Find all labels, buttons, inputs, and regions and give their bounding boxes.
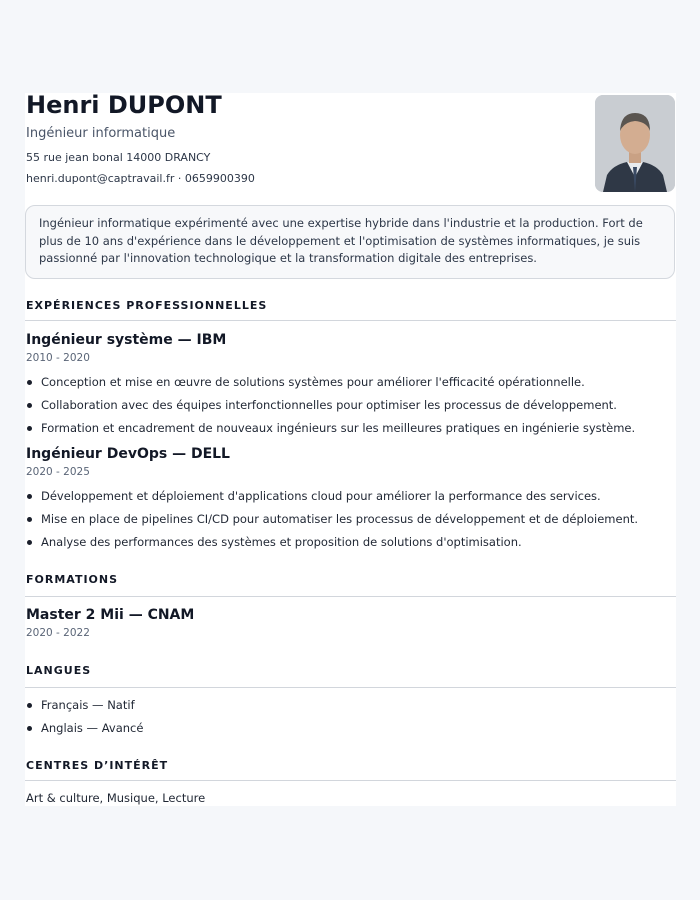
education-dates: 2020 - 2022 bbox=[26, 627, 90, 639]
section-divider bbox=[25, 596, 676, 597]
language-list bbox=[25, 697, 143, 743]
list-item: Mise en place de pipelines CI/CD pour automatiser les processus de développement et de déploiement. bbox=[25, 511, 638, 534]
list-item: Français — Natif bbox=[25, 697, 143, 720]
person-name: Henri DUPONT bbox=[26, 91, 222, 119]
list-item: Anglais — Avancé bbox=[25, 720, 143, 743]
experience-dates: 2010 - 2020 bbox=[26, 352, 90, 364]
experience-dates: 2020 - 2025 bbox=[26, 466, 90, 478]
section-divider bbox=[25, 780, 676, 781]
list-item: Formation et encadrement de nouveaux ingénieurs sur les meilleures pratiques en ingénierie système. bbox=[25, 420, 635, 443]
list-item: Conception et mise en œuvre de solutions systèmes pour améliorer l'efficacité opérationnelle. bbox=[25, 374, 635, 397]
section-title-experience: EXPÉRIENCES PROFESSIONNELLES bbox=[26, 299, 268, 312]
summary-box: Ingénieur informatique expérimenté avec une expertise hybride dans l'industrie et la production. Fort de plus de 10 ans d'expérience dans le développement et l'optimisation de systèmes informatiques, je suis passionné par l'innovation technologique et la transformation digitale des entreprises. bbox=[25, 205, 675, 279]
section-title-education: FORMATIONS bbox=[26, 573, 119, 586]
experience-bullets bbox=[25, 488, 638, 557]
list-item: Collaboration avec des équipes interfonctionnelles pour optimiser les processus de développement. bbox=[25, 397, 635, 420]
job-title: Ingénieur informatique bbox=[26, 126, 176, 141]
section-title-interests: CENTRES D’INTÉRÊT bbox=[26, 759, 169, 772]
contact-info: henri.dupont@captravail.fr · 0659900390 bbox=[26, 172, 255, 185]
section-title-languages: LANGUES bbox=[26, 664, 92, 677]
list-item: Développement et déploiement d'applications cloud pour améliorer la performance des services. bbox=[25, 488, 638, 511]
resume-page bbox=[25, 93, 676, 806]
experience-bullets bbox=[25, 374, 635, 443]
person-photo-icon bbox=[595, 95, 675, 192]
section-divider bbox=[25, 687, 676, 688]
resume-header bbox=[25, 93, 676, 193]
interests-text: Art & culture, Musique, Lecture bbox=[26, 791, 206, 805]
section-divider bbox=[25, 320, 676, 321]
avatar bbox=[595, 95, 675, 192]
experience-title: Ingénieur système — IBM bbox=[26, 332, 227, 348]
address: 55 rue jean bonal 14000 DRANCY bbox=[26, 151, 211, 164]
education-title: Master 2 Mii — CNAM bbox=[26, 607, 195, 623]
list-item: Analyse des performances des systèmes et proposition de solutions d'optimisation. bbox=[25, 534, 638, 557]
experience-title: Ingénieur DevOps — DELL bbox=[26, 446, 230, 462]
